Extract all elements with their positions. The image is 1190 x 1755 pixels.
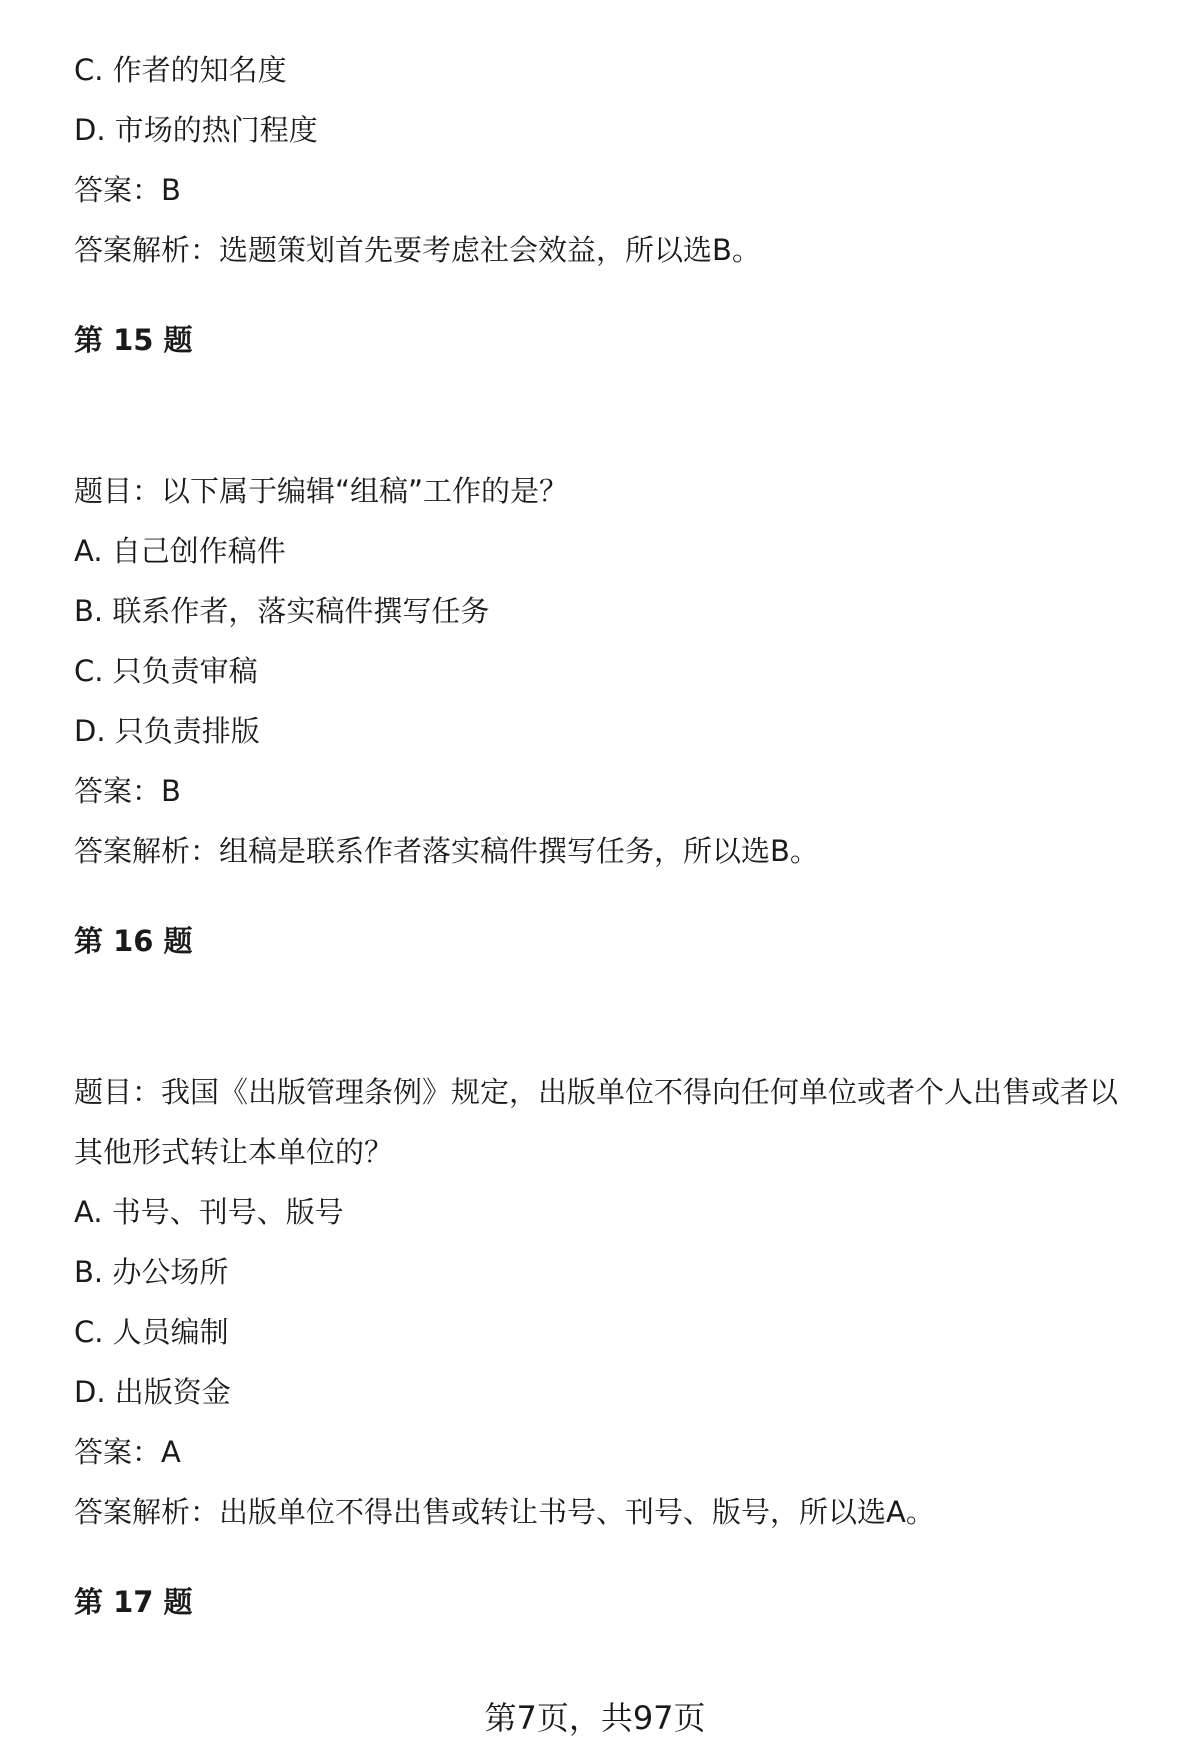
question-text-continued: 其他形式转让本单位的？ — [74, 1135, 394, 1169]
option-b: B. 办公场所 — [74, 1255, 229, 1289]
question-heading-15: 第 15 题 — [74, 323, 193, 357]
option-c: C. 作者的知名度 — [74, 53, 287, 87]
question-heading-17: 第 17 题 — [74, 1585, 193, 1619]
option-c: C. 人员编制 — [74, 1315, 229, 1349]
option-d: D. 只负责排版 — [74, 714, 260, 748]
question-text: 题目：我国《出版管理条例》规定，出版单位不得向任何单位或者个人出售或者以 — [74, 1075, 1119, 1109]
answer-explanation: 答案解析：出版单位不得出售或转让书号、刊号、版号，所以选A。 — [74, 1495, 935, 1529]
answer-explanation: 答案解析：组稿是联系作者落实稿件撰写任务，所以选B。 — [74, 834, 819, 868]
option-a: A. 自己创作稿件 — [74, 534, 286, 568]
answer: 答案：B — [74, 173, 181, 207]
question-text: 题目：以下属于编辑“组稿”工作的是？ — [74, 474, 569, 508]
answer: 答案：B — [74, 774, 181, 808]
answer: 答案：A — [74, 1435, 181, 1469]
option-b: B. 联系作者，落实稿件撰写任务 — [74, 594, 490, 628]
answer-explanation: 答案解析：选题策划首先要考虑社会效益，所以选B。 — [74, 233, 761, 267]
option-a: A. 书号、刊号、版号 — [74, 1195, 344, 1229]
option-c: C. 只负责审稿 — [74, 654, 258, 688]
option-d: D. 市场的热门程度 — [74, 113, 318, 147]
question-heading-16: 第 16 题 — [74, 924, 193, 958]
page-indicator: 第7页，共97页 — [484, 1699, 706, 1737]
option-d: D. 出版资金 — [74, 1375, 231, 1409]
